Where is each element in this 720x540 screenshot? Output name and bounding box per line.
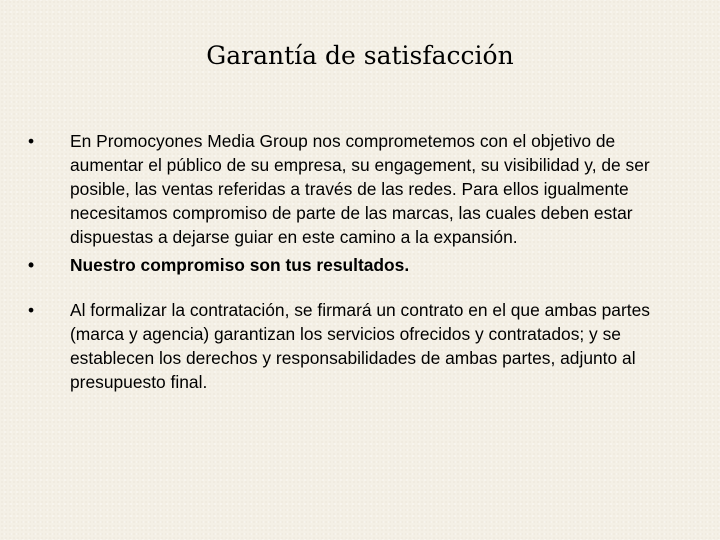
- bullet-marker: •: [28, 300, 35, 320]
- bullet-item: [28, 298, 688, 394]
- bullet-item: [28, 253, 688, 277]
- slide-title: Garantía de satisfacción: [206, 41, 514, 70]
- bullet-marker: •: [28, 131, 35, 151]
- bullet-list: [28, 129, 688, 394]
- bullet-item: [28, 129, 688, 249]
- bullet-marker: •: [28, 255, 35, 275]
- bullet-text: Nuestro compromiso son tus resultados.: [70, 255, 410, 275]
- bullet-text: Al formalizar la contratación, se firmará un contrato en el que ambas partes (marca y agencia) garantizan los servicios ofrecidos y contratados; y se establecen los derechos y responsabilidades de ambas partes, adjunto al presupuesto final.: [70, 300, 650, 392]
- bullet-text: En Promocyones Media Group nos comprometemos con el objetivo de aumentar el público de su empresa, su engagement, su visibilidad y, de ser posible, las ventas referidas a través de las redes. Para ellos igualmente necesitamos compromiso de parte de las marcas, las cuales deben estar dispuestas a dejarse guiar en este camino a la expansión.: [70, 131, 650, 247]
